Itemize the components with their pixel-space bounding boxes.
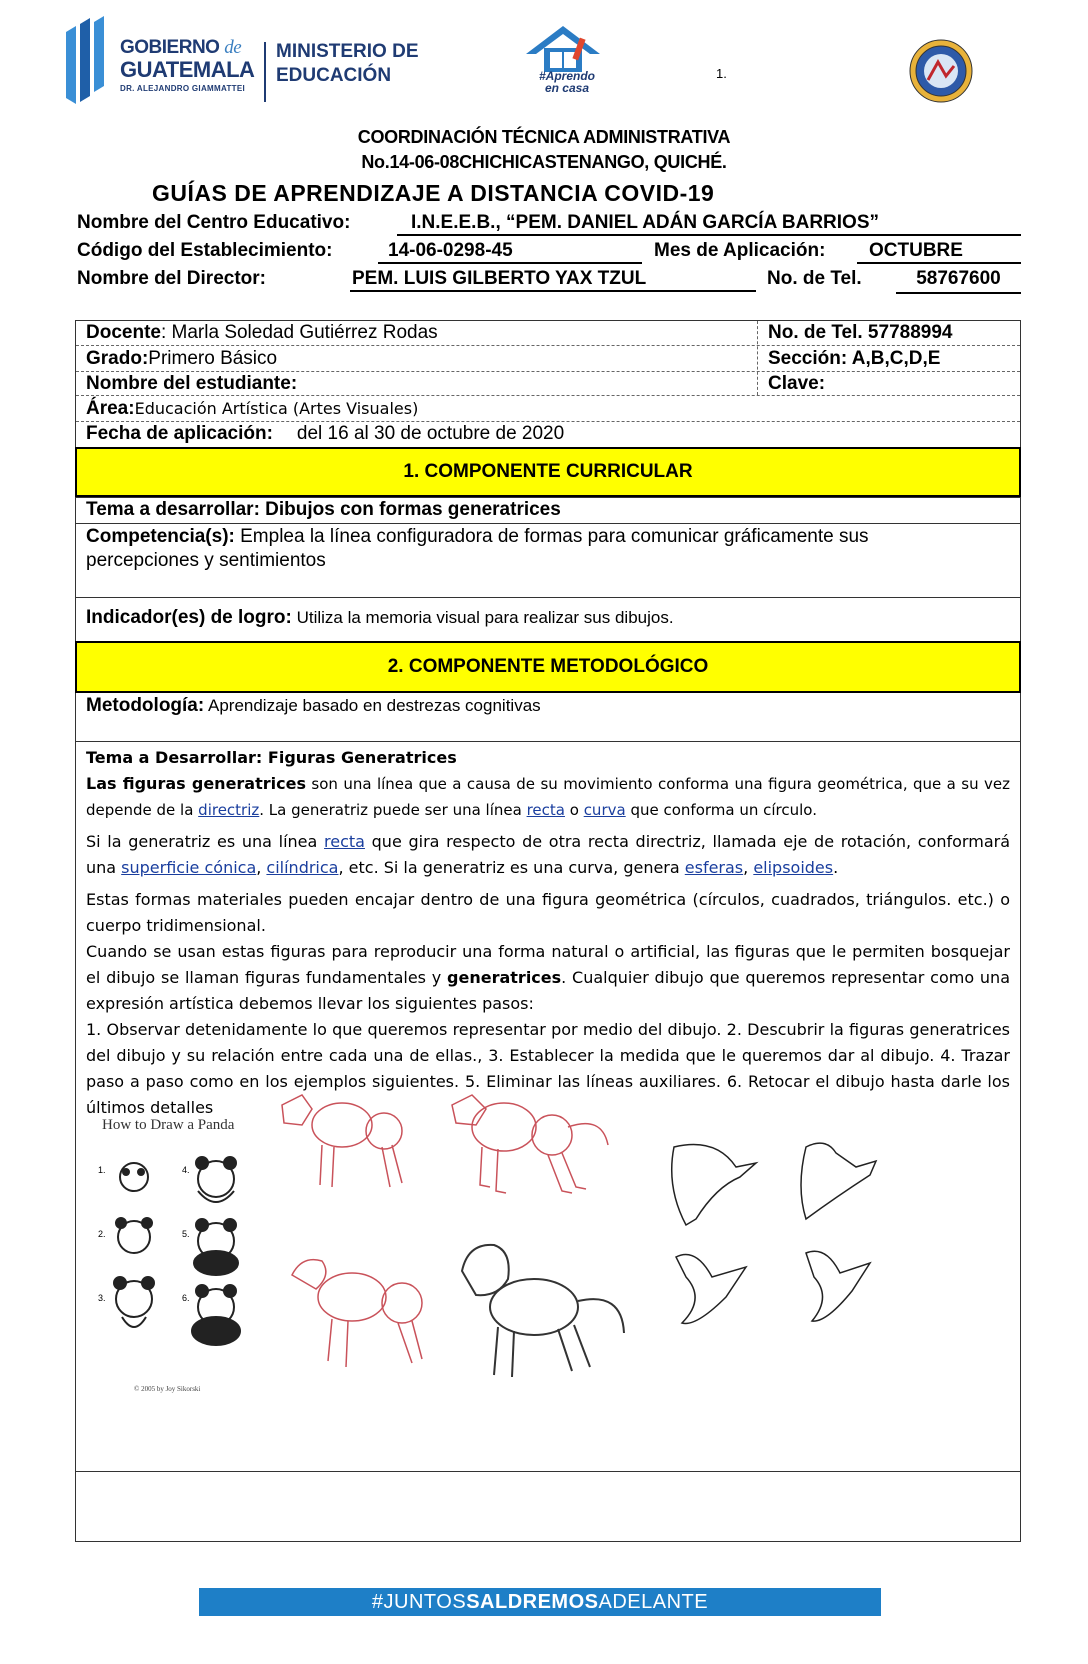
panda-step-2: 2.: [98, 1229, 106, 1239]
bird-drawing-steps-image: [656, 1127, 920, 1363]
school-code-value: 14-06-0298-45: [378, 240, 642, 264]
paragraph-5: 1. Observar detenidamente lo que queremos representar por medio del dibujo. 2. Descubrir la figuras generatrices del dibujo y su relación entre cada una de ellas., 3. Establecer la medida que le queremos dar al dibujo. 4. Trazar paso a paso como en los ejemplos siguientes. 5. Eliminar las líneas auxiliares. 6. Retocar el dibujo hasta darle los últimos detalles: [86, 1020, 1010, 1117]
director-phone-label: No. de Tel.: [767, 268, 862, 289]
gear-seal-icon: [908, 36, 974, 106]
content-body: [86, 745, 1010, 1121]
row-divider: [76, 1471, 1020, 1472]
gobierno-guatemala-logo: [66, 16, 426, 106]
gov-line3: DR. ALEJANDRO GIAMMATTEI: [120, 84, 245, 93]
row-divider: [76, 345, 1020, 346]
coordination-title: COORDINACIÓN TÉCNICA ADMINISTRATIVA: [357, 127, 731, 147]
lion-drawing-steps-image: [272, 1075, 646, 1393]
column-divider: [757, 321, 758, 395]
panda-step-3: 3.: [98, 1293, 106, 1303]
paragraph-4: Cuando se usan estas figuras para reproducir una forma natural o artificial, las figuras que le permiten bosquejar el dibujo se llaman figuras fundamentales y generatrices. Cualquier dibujo que queremos representar como una expresión artística debemos llevar los siguientes pasos:: [86, 942, 1011, 1013]
director-value: PEM. LUIS GILBERTO YAX TZUL: [350, 268, 756, 292]
panda-drawing-steps-image: [94, 1117, 264, 1395]
house-book-icon: [520, 24, 606, 74]
link-elipsoides[interactable]: elipsoides: [753, 858, 834, 877]
link-directriz[interactable]: directriz: [198, 801, 260, 819]
guatemala-flag-bars-icon: [66, 16, 112, 104]
guide-table: [75, 320, 1021, 1542]
paragraph-2: Si la generatriz es una línea recta que gira respecto de otra recta directriz, llamada eje de rotación, conformará una superficie cónica, cilíndrica, etc. Si la generatriz es una curva, genera esferas, elipsoides.: [86, 832, 1011, 877]
panda-step-6: 6.: [182, 1293, 190, 1303]
row-divider: [76, 597, 1020, 598]
school-seal-logo: [908, 36, 974, 106]
bird-sketches-icon: [656, 1127, 920, 1363]
row-divider: [76, 371, 1020, 372]
page-number: 1.: [716, 66, 727, 81]
director-phone-value: 58767600: [896, 268, 1021, 294]
link-superficie-conica[interactable]: superficie cónica: [121, 858, 257, 877]
docente-cell: Docente: Marla Soledad Gutiérrez Rodas: [86, 322, 438, 343]
school-code-label: Código del Establecimiento:: [77, 240, 333, 261]
tema-heading: Tema a Desarrollar: Figuras Generatrices: [86, 748, 457, 767]
aprendo-line1: #Aprendo: [538, 69, 595, 83]
logo-divider: [264, 42, 266, 102]
docente-phone-cell: No. de Tel. 57788994: [768, 322, 953, 343]
competencia-cell: Competencia(s): Emplea la línea configuradora de formas para comunicar gráficamente sus percepciones y sentimientos: [86, 526, 869, 571]
row-divider: [76, 421, 1020, 422]
grado-cell: Grado:Primero Básico: [86, 348, 278, 369]
lion-sketches-icon: [272, 1075, 646, 1393]
metodologia-cell: Metodología: Aprendizaje basado en destrezas cognitivas: [86, 695, 541, 716]
link-curva[interactable]: curva: [583, 801, 626, 819]
director-label: Nombre del Director:: [77, 268, 266, 289]
coordination-location: No.14-06-08CHICHICASTENANGO, QUICHÉ.: [361, 152, 727, 172]
link-esferas[interactable]: esferas: [684, 858, 744, 877]
row-divider: [76, 497, 1020, 498]
clave-label: Clave:: [768, 373, 826, 394]
seccion-cell: Sección: A,B,C,D,E: [768, 348, 941, 369]
estudiante-label: Nombre del estudiante:: [86, 373, 298, 394]
month-label: Mes de Aplicación:: [654, 240, 826, 261]
hashtag-part-2: SALDREMOS: [466, 1591, 599, 1613]
area-cell: Área:Educación Artística (Artes Visuales): [86, 398, 419, 419]
school-name-value: I.N.E.E.B., “PEM. DANIEL ADÁN GARCÍA BARRIOS”: [397, 212, 1021, 236]
gov-line1: GOBIERNO de: [120, 37, 242, 58]
aprendo-en-casa-logo: [520, 24, 606, 100]
gov-line2: GUATEMALA: [120, 57, 255, 82]
aprendo-line2: en casa: [544, 81, 590, 95]
hashtag-part-1: #JUNTOS: [371, 1591, 467, 1613]
panda-copyright: © 2005 by Joy Sikorski: [134, 1385, 201, 1393]
link-recta-2[interactable]: recta: [324, 832, 365, 851]
footer-hashtag-banner: [199, 1588, 881, 1616]
paragraph-1: Las figuras generatrices son una línea que a causa de su movimiento conforma una figura geométrica, que a su vez depende de la directriz. La generatriz puede ser una línea recta o curva que conforma un círculo.: [86, 774, 1011, 819]
panda-step-4: 4.: [182, 1165, 190, 1175]
row-divider: [76, 395, 1020, 396]
month-value: OCTUBRE: [857, 240, 1021, 264]
paragraph-3: Estas formas materiales pueden encajar dentro de una figura geométrica (círculos, cuadrados, triángulos. etc.) o cuerpo tridimensional.: [86, 890, 1010, 935]
panda-title: How to Draw a Panda: [102, 1117, 235, 1133]
hashtag-part-3: ADELANTE: [598, 1591, 709, 1613]
ministry-name: MINISTERIO DE EDUCACIÓN: [276, 41, 419, 86]
link-cilindrica[interactable]: cilíndrica: [266, 858, 339, 877]
panda-step-1: 1.: [98, 1165, 106, 1175]
guide-title: GUÍAS DE APRENDIZAJE A DISTANCIA COVID-19: [152, 180, 715, 206]
indicador-cell: Indicador(es) de logro: Utiliza la memoria visual para realizar sus dibujos.: [86, 607, 674, 628]
tema-desarrollar-cell: Tema a desarrollar: Dibujos con formas generatrices: [86, 499, 561, 520]
panda-step-5: 5.: [182, 1229, 190, 1239]
row-divider: [76, 741, 1020, 742]
section-metodologico-header: 2. COMPONENTE METODOLÓGICO: [75, 641, 1021, 693]
fecha-cell: Fecha de aplicación: del 16 al 30 de octubre de 2020: [86, 423, 565, 444]
row-divider: [76, 523, 1020, 524]
section-curricular-header: 1. COMPONENTE CURRICULAR: [75, 447, 1021, 497]
school-name-label: Nombre del Centro Educativo:: [77, 212, 351, 233]
link-recta[interactable]: recta: [526, 801, 565, 819]
panda-sketches-icon: [94, 1117, 264, 1395]
